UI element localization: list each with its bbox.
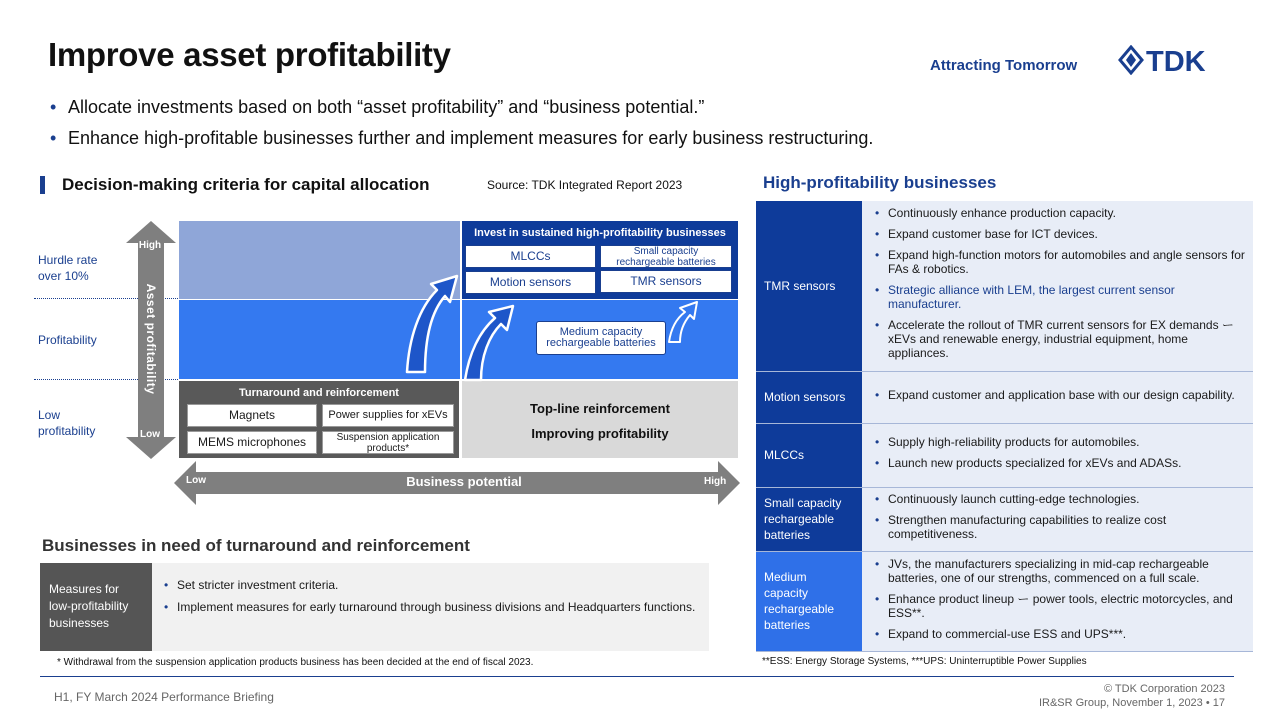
section-marker	[40, 176, 45, 194]
section-title: Decision-making criteria for capital allocation	[62, 175, 430, 194]
list-item: • Continuously enhance production capacity.	[874, 206, 1247, 220]
high-profitability-title: High-profitability businesses	[763, 173, 997, 192]
measure-item: • Implement measures for early turnaround through business divisions and Headquarters functions.	[162, 599, 697, 615]
x-axis-label: Business potential	[406, 474, 522, 489]
list-item: • Continuously launch cutting-edge technologies.	[874, 492, 1247, 506]
abbreviation-note: **ESS: Energy Storage Systems, ***UPS: Uninterruptible Power Supplies	[762, 656, 1087, 667]
row-body	[862, 423, 1253, 487]
arrow-large	[407, 276, 457, 372]
tagline: Attracting Tomorrow	[930, 57, 1078, 74]
bullet: • Enhance high-profitable businesses further and implement measures for early business restructuring.	[48, 123, 1048, 154]
pill-suspension: Suspension application products*	[322, 431, 454, 454]
pill-mlccs: MLCCs	[465, 245, 596, 268]
x-axis-high: High	[704, 476, 727, 487]
high-profitability-table	[756, 201, 1253, 652]
row-body	[862, 201, 1253, 371]
row-body	[862, 487, 1253, 551]
pill-magnets: Magnets	[187, 404, 317, 427]
table-row	[756, 423, 1253, 487]
list-item: • JVs, the manufacturers specializing in mid-cap rechargeable batteries, one of our strengths, commenced on a full scale.	[874, 557, 1247, 585]
topline-line-2: Improving profitability	[531, 426, 669, 441]
measures-list	[152, 563, 709, 651]
list-item: • Expand customer and application base with our design capability.	[874, 388, 1247, 402]
list-item: • Expand high-function motors for automobiles and angle sensors for FAs & robotics.	[874, 248, 1247, 276]
arrow-small	[669, 302, 697, 342]
footer-divider	[40, 676, 1234, 677]
pill-mems: MEMS microphones	[187, 431, 317, 454]
footer-group-page: IR&SR Group, November 1, 2023 • 17	[1038, 697, 1225, 709]
arrow-medium	[465, 306, 513, 380]
logo-text: TDK	[1146, 46, 1206, 75]
table-row	[756, 487, 1253, 551]
table-row	[756, 201, 1253, 371]
y-axis-label: Asset profitability	[144, 283, 158, 395]
row-header-small-batteries: Small capacity rechargeable batteries	[756, 487, 862, 551]
page-title: Improve asset profitability	[48, 36, 451, 73]
list-item: • Strengthen manufacturing capabilities to realize cost competitiveness.	[874, 513, 1247, 541]
footer-copyright: © TDK Corporation 2023	[1103, 683, 1225, 695]
invest-box-header: Invest in sustained high-profitability businesses	[474, 227, 726, 239]
turnaround-box-header: Turnaround and reinforcement	[239, 387, 399, 399]
y-label-hurdle: Hurdle rate over 10%	[38, 253, 98, 283]
list-item: • Launch new products specialized for xEVs and ADASs.	[874, 456, 1247, 470]
row-body	[862, 551, 1253, 651]
table-row	[756, 371, 1253, 423]
table-row	[756, 551, 1253, 651]
pill-small-batteries: Small capacity rechargeable batteries	[600, 245, 732, 268]
row-header-mlccs: MLCCs	[756, 423, 862, 487]
list-item: • Accelerate the rollout of TMR current sensors for EX demands ー xEVs and renewable energy, industrial equipment, home appliances.	[874, 318, 1247, 360]
y-axis-low: Low	[140, 429, 160, 440]
turnaround-section-title: Businesses in need of turnaround and reinforcement	[42, 536, 470, 555]
tdk-logo	[1118, 45, 1236, 75]
pill-medium-batteries: Medium capacity rechargeable batteries	[536, 321, 666, 355]
pill-power-supplies: Power supplies for xEVs	[322, 404, 454, 427]
footer-event: H1, FY March 2024 Performance Briefing	[54, 690, 274, 704]
y-label-profitability: Profitability	[38, 333, 97, 347]
row-header-motion: Motion sensors	[756, 371, 862, 423]
topline-box	[462, 381, 738, 458]
source-note: Source: TDK Integrated Report 2023	[487, 178, 683, 192]
row-body	[862, 371, 1253, 423]
y-label-low: Low profitability	[38, 408, 96, 438]
upgrade-arrows	[395, 268, 705, 388]
pill-tmr-sensors: TMR sensors	[600, 270, 732, 293]
row-header-medium-batteries: Medium capacity rechargeable batteries	[756, 551, 862, 651]
footnote: * Withdrawal from the suspension application products business has been decided at the end of fiscal 2023.	[57, 657, 534, 668]
footer-info	[980, 682, 1225, 710]
measures-label: Measures for low-profitability businesses	[40, 563, 152, 651]
list-item: • Expand to commercial-use ESS and UPS***.	[874, 627, 1247, 641]
list-item: • Supply high-reliability products for automobiles.	[874, 435, 1247, 449]
topline-line-1: Top-line reinforcement	[530, 401, 670, 416]
list-item: • Strategic alliance with LEM, the largest current sensor manufacturer.	[874, 283, 1247, 311]
bullet: • Allocate investments based on both “asset profitability” and “business potential.”	[48, 92, 1048, 123]
list-item: • Enhance product lineup ー power tools, electric motorcycles, and ESS**.	[874, 592, 1247, 620]
x-axis-low: Low	[186, 475, 206, 486]
y-axis-high: High	[138, 240, 162, 251]
pill-motion-sensors: Motion sensors	[465, 271, 596, 294]
measure-item: • Set stricter investment criteria.	[162, 577, 697, 593]
summary-bullets	[48, 92, 1048, 154]
row-header-tmr: TMR sensors	[756, 201, 862, 371]
list-item: • Expand customer base for ICT devices.	[874, 227, 1247, 241]
